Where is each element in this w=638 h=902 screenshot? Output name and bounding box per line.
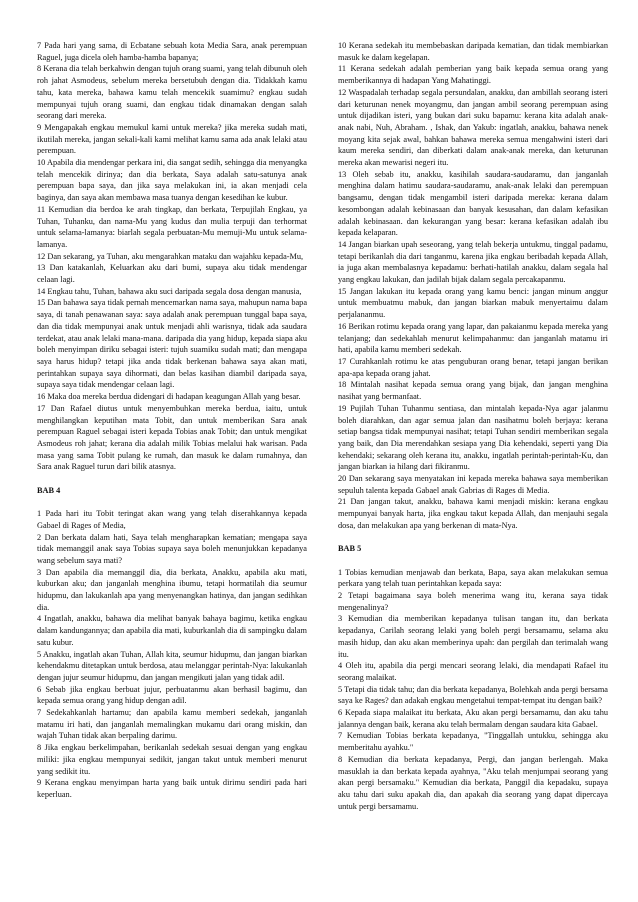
right-column — [338, 40, 608, 902]
verse: 8 Kemudian dia berkata kepadanya, Pergi, dan jangan berlengah. Maka masuklah ia dan berkata kepada ayahnya, "Aku telah menjumpai seorang yang akan pergi bersamaku." Kemudian dia berkata, Panggil dia kepadaku, supaya aku tahu dari suku apakah dia, dan apakah dia seorang yang dapat dipercaya untuk pergi bersamamu. — [338, 754, 608, 811]
verse: 13 Oleh sebab itu, anakku, kasihilah saudara-saudaramu, dan janganlah menghina dalam hatimu saudara-saudaramu, anak-anak lelaki dan perempuan bangsamu, dengan tidak mengambil isteri daripada mereka: kerana dalam kesombongan adalah kebinasaan dan banyak kesusahan, dan dalam kefasikan adalah kebinasaan. dan kekurangan yang besar: kerana kefasikan adalah ibu kepada kelaparan. — [338, 169, 608, 238]
verse: 21 Dan jangan takut, anakku, bahawa kami menjadi miskin: kerana engkau mempunyai banyak harta, jika engkau takut kepada Allah, dan menjauhi segala dosa, dan melakukan apa yang berkenan di mata-Nya. — [338, 497, 608, 530]
verse: 19 Pujilah Tuhan Tuhanmu sentiasa, dan mintalah kepada-Nya agar jalanmu boleh diarahkan, dan agar semua jalan dan nasihatmu boleh berjaya: kerana setiap bangsa tidak mempunyai nasihat; tetapi Tuhan sendiri memberikan segala yang baik, dan Dia merendahkan sesiapa yang Dia kehendaki, seperti yang Dia kehendaki; sekarang oleh kerana itu, anakku, ingatlah perintah-perintah-Ku, dan jangan biarkan ia hilang dari fikiranmu. — [338, 403, 608, 472]
verse: 18 Mintalah nasihat kepada semua orang yang bijak, dan jangan menghina nasihat yang bermanfaat. — [338, 380, 608, 402]
verse: 4 Ingatlah, anakku, bahawa dia melihat banyak bahaya bagimu, ketika engkau dalam kandungannya; dan apabila dia mati, kuburkanlah dia di sampingku dalam satu kubur. — [37, 614, 307, 647]
verse: 9 Kerana engkau menyimpan harta yang baik untuk dirimu sendiri pada hari keperluan. — [37, 778, 307, 799]
verse: 8 Kerana dia telah berkahwin dengan tujuh orang suami, yang telah dibunuh oleh roh jahat Asmodeus, sebelum mereka bersetubuh dengan dia. Tidakkah kamu tahu, kata mereka, bahawa kamu telah mencekik suamimu? engkau sudah mempunyai tujuh orang suami, dan engkau tidak dinamakan dengan salah seorang dari mereka. — [37, 64, 307, 121]
verse: 9 Mengapakah engkau memukul kami untuk mereka? jika mereka sudah mati, ikutilah mereka, jangan sekali-kali kami melihat kamu sama ada anak lelaki atau perempuan. — [37, 122, 307, 156]
verse: 6 Sebab jika engkau berbuat jujur, perbuatanmu akan berhasil bagimu, dan kepada semua orang yang hidup dengan adil. — [37, 684, 307, 706]
verse: 14 Jangan biarkan upah seseorang, yang telah bekerja untukmu, tinggal padamu, tetapi berikanlah dia dari tanganmu, karena jika engkau beribadah kepada Allah, ia juga akan membalasnya kepadamu: berhati-hatilah anakku, dalam segala hal yang engkau lakukan, dan jadilah bijak dalam segala percakapanmu. — [338, 239, 608, 285]
verse: 3 Dan apabila dia memanggil dia, dia berkata, Anakku, apabila aku mati, kuburkan aku; dan janganlah menghina ibumu, tetapi hormatilah dia seumur hidupmu, dan lakukanlah apa yang menyenangkan hatinya, dan jangan sedihkan dia. — [37, 567, 307, 612]
verse: 12 Waspadalah terhadap segala persundalan, anakku, dan ambillah seorang isteri dari keturunan nenek moyangmu, dan jangan ambil seorang perempuan asing untuk dijadikan isteri, yang bukan dari suku bapamu: kerana kita adalah anak-anak nabi, Nuh, Abraham. , Ishak, dan Yakub: ingatlah, anakku, bahawa nenek moyang kita sejak awal, bahkan bahawa mereka semua mengahwini isteri dari kaum mereka sendiri, dan diberkati dalam anak-anak mereka, dan keturunan mereka akan mewarisi negeri itu. — [338, 87, 608, 168]
left-column — [37, 40, 307, 902]
verse: 11 Kemudian dia berdoa ke arah tingkap, dan berkata, Terpujilah Engkau, ya Tuhan, Tuhanku, dan nama-Mu yang kudus dan mulia terpuji dan terhormat untuk selama-lamanya: biarlah segala perbuatan-Mu memuji-Mu untuk selama-lamanya. — [37, 204, 307, 249]
verse: 2 Dan berkata dalam hati, Saya telah mengharapkan kematian; mengapa saya tidak memanggil anak saya Tobias supaya saya boleh menunjukkan kepadanya wang sebelum saya mati? — [37, 532, 307, 565]
verse: 15 Dan bahawa saya tidak pernah mencemarkan nama saya, mahupun nama bapa saya, di tanah penawanan saya: saya adalah anak perempuan tunggal bapa saya, dan dia tidak mempunyai anak untuk menjadi ahli warisnya, tidak ada saudara terdekat, atau anak lelaki mana-mana. daripada dia yang hidup, kepada siapa aku boleh menyimpan diriku sebagai isteri: tujuh suamiku sudah mati; dan mengapa saya harus hidup? tetapi jika anda tidak berkenan bahawa saya akan mati, perintahkan supaya saya dihormati, dan belas kasihan diambil daripada saya, supaya saya tidak mendengar celaan lagi. — [37, 298, 307, 390]
chapter-heading: BAB 4 — [37, 485, 61, 495]
verse: 7 Kemudian Tobias berkata kepadanya, "Tinggallah untukku, sehingga aku memberitahu ayahku." — [338, 731, 608, 753]
verse: 2 Tetapi bagaimana saya boleh menerima wang itu, kerana saya tidak mengenalinya? — [338, 591, 608, 612]
verse: 17 Dan Rafael diutus untuk menyembuhkan mereka berdua, iaitu, untuk menghilangkan keputihan mata Tobit, dan untuk memberikan Sara anak perempuan Raguel sebagai isteri kepada Tobias anak Tobit; dan untuk mengikat Asmodeus roh jahat; kerana dia adalah milik Tobias melalui hak warisan. Pada masa yang sama Tobit pulang ke rumah, dan masuk ke dalam rumahnya, dan Sara anak Raguel turun dari bilik atasnya. — [37, 403, 307, 472]
verse: 4 Oleh itu, apabila dia pergi mencari seorang lelaki, dia mendapati Rafael itu seorang malaikat. — [338, 661, 608, 682]
verse: 3 Kemudian dia memberikan kepadanya tulisan tangan itu, dan berkata kepadanya, Carilah seorang lelaki yang boleh pergi bersamamu, selama aku masih hidup, dan aku akan memberinya upah: dan pergilah dan terimalah wang itu. — [338, 614, 608, 659]
verse: 10 Apabila dia mendengar perkara ini, dia sangat sedih, sehingga dia menyangka telah mencekik dirinya; dan dia berkata, Saya adalah satu-satunya anak perempuan bapa saya, dan jika saya melakukan ini, ia akan menjadi cela baginya, dan saya akan membawa masa tuanya dengan kesedihan ke kubur. — [37, 158, 307, 203]
verse: 1 Pada hari itu Tobit teringat akan wang yang telah diserahkannya kepada Gabael di Rages of Media, — [37, 509, 307, 530]
verse: 10 Kerana sedekah itu membebaskan daripada kematian, dan tidak membiarkan masuk ke dalam kegelapan. — [338, 41, 608, 62]
verse: 16 Maka doa mereka berdua didengari di hadapan keagungan Allah yang besar. — [37, 392, 301, 402]
verse: 17 Curahkanlah rotimu ke atas penguburan orang benar, tetapi jangan berikan apa-apa kepada orang jahat. — [338, 356, 608, 378]
verse: 15 Jangan lakukan itu kepada orang yang kamu benci: jangan minum anggur untuk membuatmu mabuk, dan jangan biarkan mabuk menyertaimu dalam perjalananmu. — [338, 286, 608, 320]
verse: 11 Kerana sedekah adalah pemberian yang baik kepada semua orang yang memberikannya di hadapan Yang Mahatinggi. — [338, 64, 608, 86]
verse: 5 Anakku, ingatlah akan Tuhan, Allah kita, seumur hidupmu, dan jangan biarkan kehendakmu ditetapkan untuk berdosa, atau melanggar perintah-Nya: lakukanlah dengan jujur seumur hidupmu, dan jangan mengikuti jalan yang tidak adil. — [37, 649, 307, 682]
verse: 7 Pada hari yang sama, di Ecbatane sebuah kota Media Sara, anak perempuan Raguel, juga dicela oleh hamba-hamba bapanya; — [37, 41, 307, 62]
verse: 16 Berikan rotimu kepada orang yang lapar, dan pakaianmu kepada mereka yang telanjang; dan sedekahlah menurut kelimpahanmu: dan janganlah matamu iri hati, apabila kamu memberi sedekah. — [338, 321, 608, 355]
verse: 6 Kepada siapa malaikat itu berkata, Aku akan pergi bersamamu, dan aku tahu jalannya dengan baik, kerana aku telah bermalam dengan saudara kita Gabael. — [338, 708, 608, 729]
verse: 8 Jika engkau berkelimpahan, berikanlah sedekah sesuai dengan yang engkau miliki: jika engkau mempunyai sedikit, jangan takut untuk memberi menurut yang sedikit itu. — [37, 743, 307, 776]
verse: 14 Engkau tahu, Tuhan, bahawa aku suci daripada segala dosa dengan manusia, — [37, 286, 302, 296]
verse: 5 Tetapi dia tidak tahu; dan dia berkata kepadanya, Bolehkah anda pergi bersama saya ke Rages? dan adakah engkau mengetahui tempat-tempat itu dengan baik? — [338, 684, 608, 706]
verse: 1 Tobias kemudian menjawab dan berkata, Bapa, saya akan melakukan semua perkara yang telah tuan perintahkan kepada saya: — [338, 567, 608, 589]
chapter-heading: BAB 5 — [338, 544, 362, 554]
verse: 13 Dan katakanlah, Keluarkan aku dari bumi, supaya aku tidak mendengar celaan lagi. — [37, 263, 307, 285]
verse: 7 Sedekahkanlah hartamu; dan apabila kamu memberi sedekah, janganlah matamu iri hati, dan janganlah memalingkan mukamu dari orang miskin, dan wajah Tuhan tidak akan berpaling darimu. — [37, 708, 307, 741]
verse: 12 Dan sekarang, ya Tuhan, aku mengarahkan mataku dan wajahku kepada-Mu, — [37, 251, 304, 261]
verse: 20 Dan sekarang saya menyatakan ini kepada mereka bahawa saya memberikan sepuluh talenta kepada Gabael anak Gabrias di Rages di Media. — [338, 474, 608, 495]
